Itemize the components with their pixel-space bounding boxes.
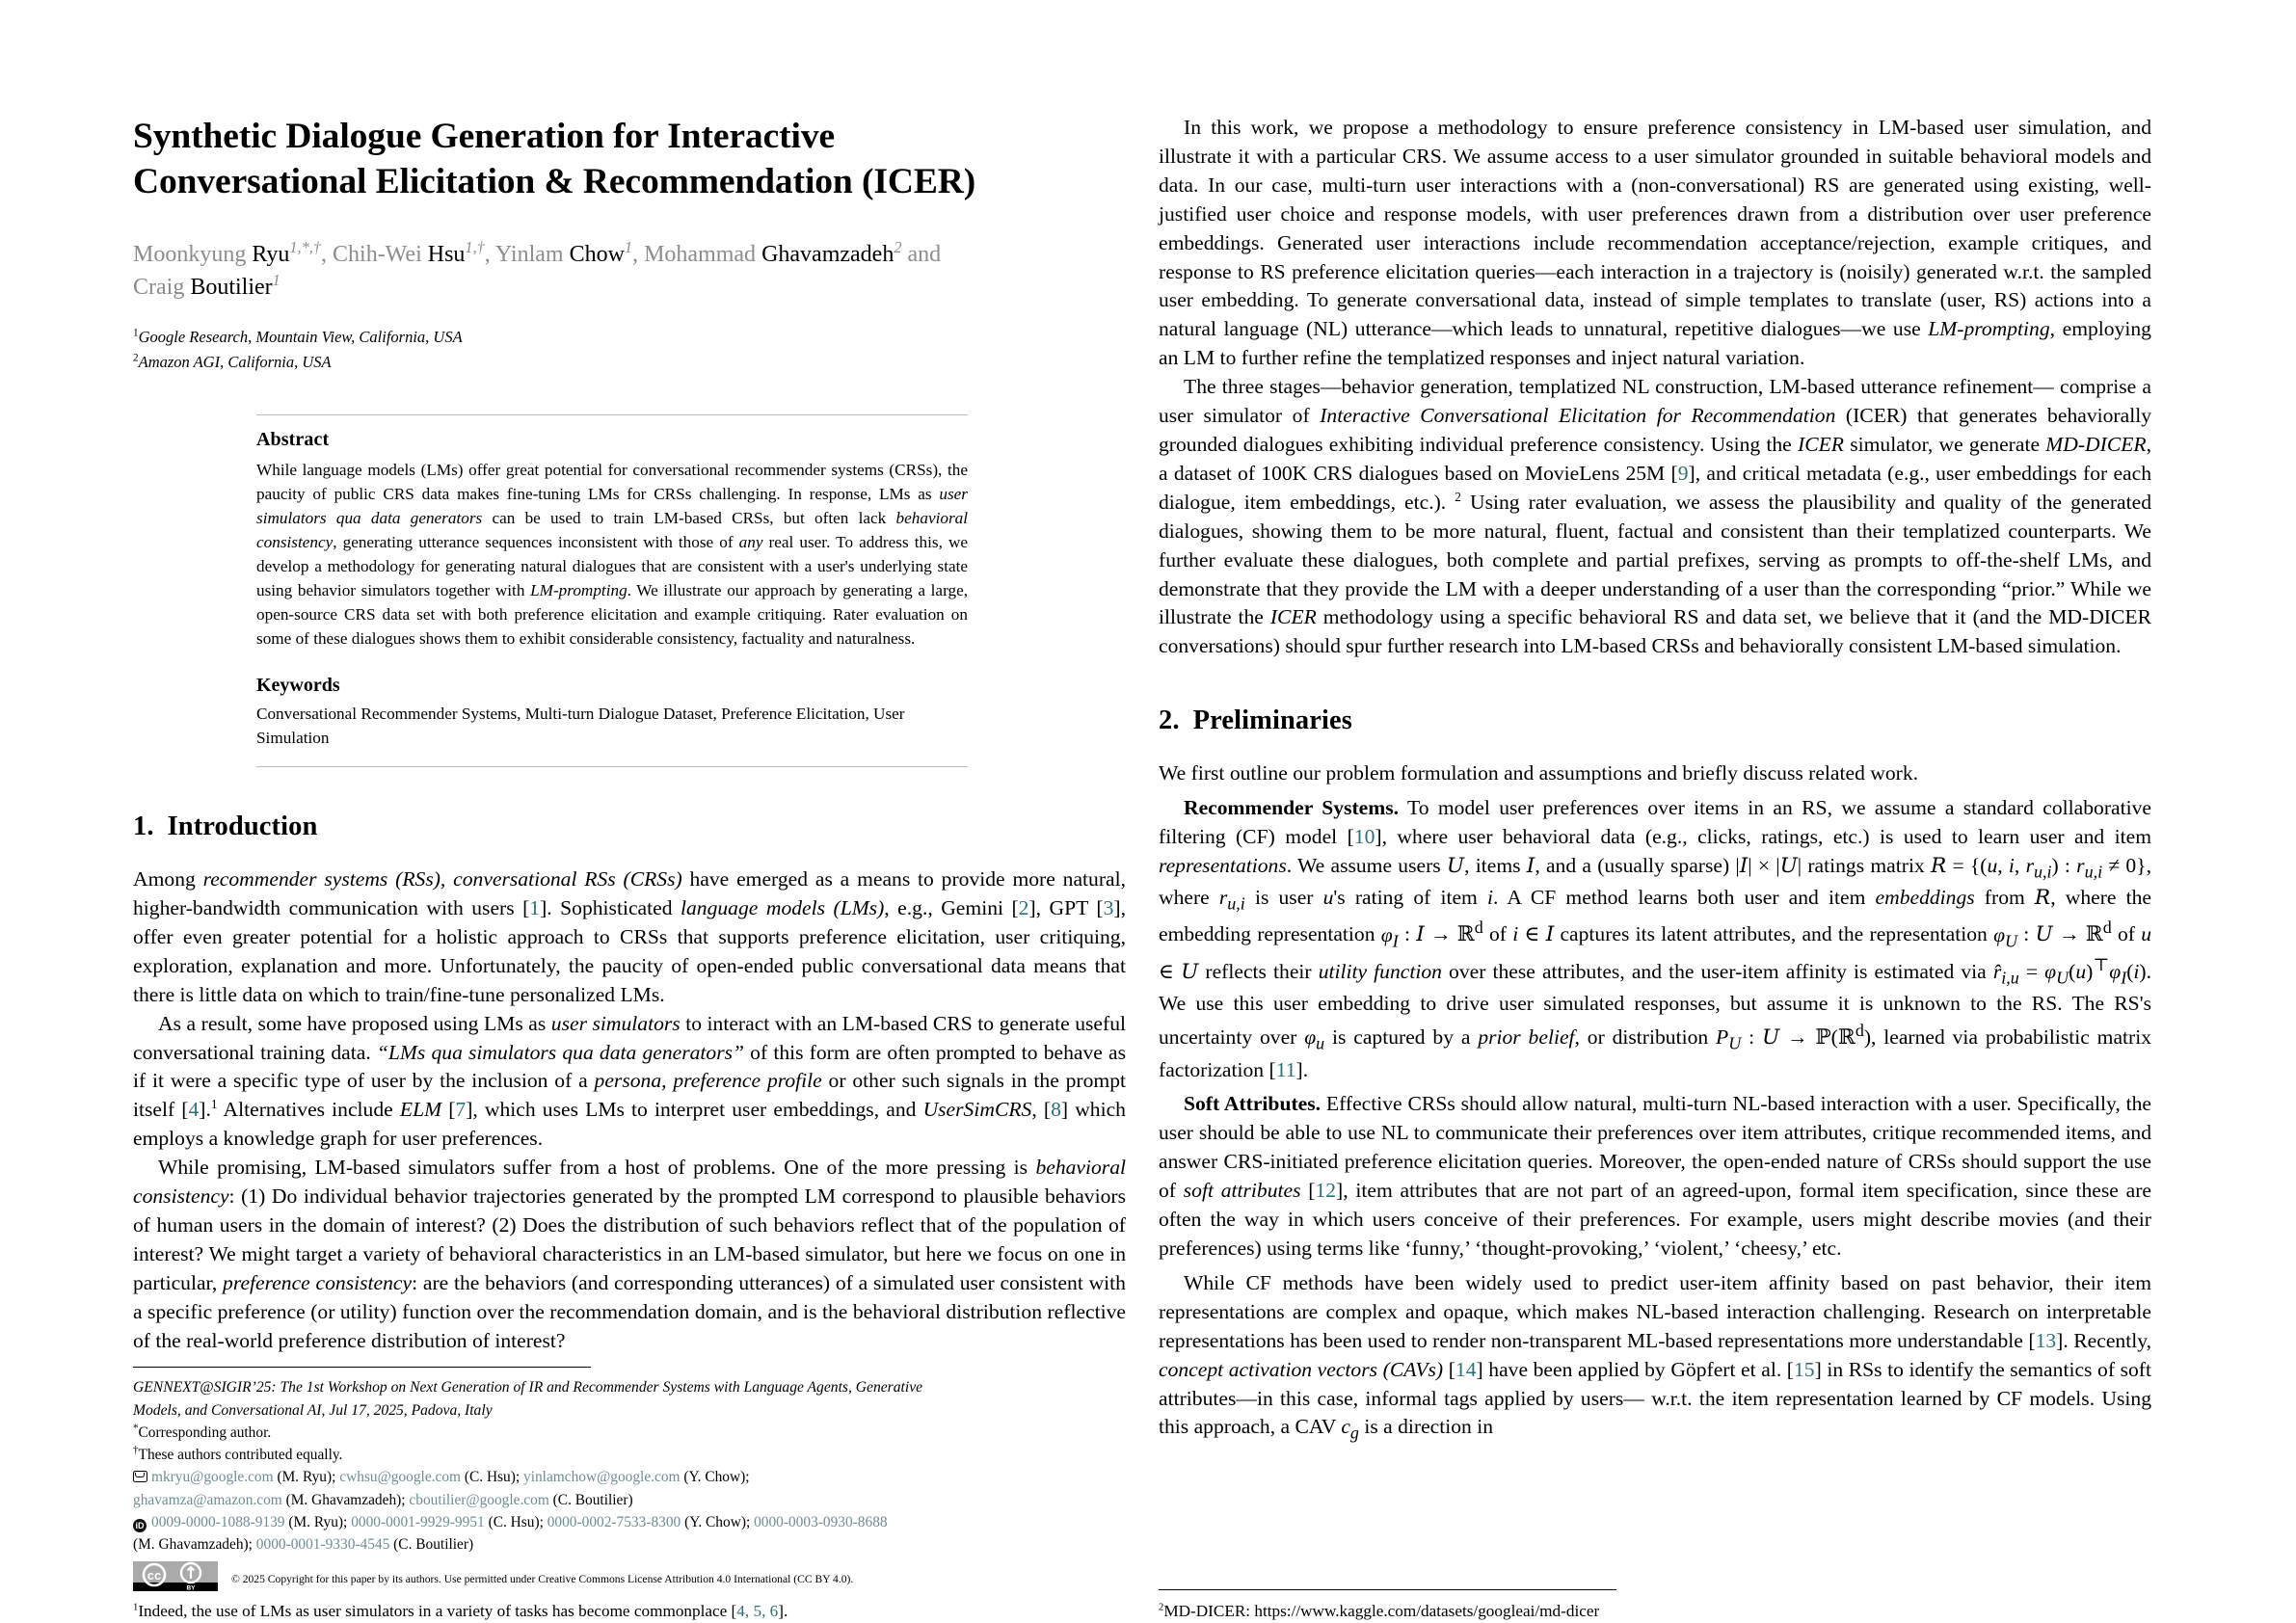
orcid-id[interactable]: 0000-0001-9330-4545 bbox=[255, 1535, 390, 1553]
prelim-cav-paragraph: While CF methods have been widely used to predict user-item affinity based on past behavior, their item representations are complex and opaque, which makes NL-based interaction challenging. Research on interpretable representations has been used to render non-transparent ML-based representations more understandable [13]. Recently, concept activation vectors (CAVs) [14] have been applied by Göpfert et al. [15] in RSs to identify the semantics of soft attributes—in this case, informal tags applied by users— w.r.t. the item representation learned by CF models. Using this approach, a CAV $c_g$ is a direction in bbox=[1159, 1270, 2152, 1443]
email-owner: (M. Ryu); bbox=[277, 1469, 336, 1486]
keywords-heading: Keywords bbox=[256, 675, 340, 697]
author-affil-marker: 1 bbox=[272, 270, 280, 289]
title-line-1: Synthetic Dialogue Generation for Interactive bbox=[133, 117, 836, 156]
orcid-owner: (M. Ryu); bbox=[288, 1513, 348, 1530]
footnote-marker: 2 bbox=[1159, 1602, 1164, 1613]
intro-paragraph-2: As a result, some have proposed using LMs as user simulators to interact with an LM-based CRS to generate useful conversational training data. “LMs qua simulators qua data generators” of this form are often prompted to behave as if it were a specific type of user by the inclusion of a persona, preference profile or other such signals in the prompt itself [4].$^1$ Alternatives include ELM [7], which uses LMs to interpret user embeddings, and UserSimCRS, [8] which employs a knowledge graph for user preferences. bbox=[133, 1011, 1127, 1151]
email-address[interactable]: yinlamchow@google.com bbox=[523, 1469, 681, 1486]
copyright-text: © 2025 Copyright for this paper by its authors. Use permitted under Creative Commons License Attribution 4.0 International (CC BY 4.0). bbox=[231, 1572, 854, 1585]
affiliations bbox=[133, 325, 1126, 376]
page-title bbox=[133, 114, 1126, 205]
orcid-owner: (M. Ghavamzadeh); bbox=[133, 1535, 253, 1553]
author-entry: Chih-Wei Hsu$^{1,\dagger}$, bbox=[333, 237, 491, 267]
author-last-name: Ryu bbox=[252, 241, 290, 267]
orcid-owner: (C. Boutilier) bbox=[393, 1535, 474, 1553]
email-address[interactable]: cboutilier@google.com bbox=[409, 1491, 549, 1508]
right-paragraph-2: The three stages—behavior generation, templatized NL construction, LM-based utterance refinement— comprise a user simulator of Interactive Conversational Elicitation for Recommendation (ICER) that generates behaviorally grounded dialogues exhibiting individual preference consistency. Using the ICER simulator, we generate MD-DICER, a dataset of 100K CRS dialogues based on MovieLens 25M [9], and critical metadata (e.g., user embeddings for each dialogue, item embeddings, etc.). $^2$ Using rater evaluation, we assess the plausibility and quality of the generated dialogues, showing them to be more natural, fluent, factual and consistent than their templatized counterparts. We further evaluate these dialogues, both complete and partial prefixes, serving as prompts to off-the-shelf LMs, and demonstrate that they provide the LM with a deeper understanding of a user than the corresponding “prior.” While we illustrate the ICER methodology using a specific behavioral RS and data set, we believe that it (and the MD-DICER conversations) should spur further research into LM-based CRSs and behaviorally consistent LM-based simulation. bbox=[1159, 375, 2152, 658]
footnote-marker: 1 bbox=[133, 1602, 139, 1613]
email-list-continued bbox=[133, 1489, 1126, 1511]
section-number: 1. bbox=[133, 812, 154, 842]
svg-text:BY: BY bbox=[186, 1584, 196, 1591]
author-entry bbox=[133, 270, 280, 300]
orcid-list-continued bbox=[133, 1533, 1126, 1556]
prelim-softattr-paragraph: Soft Attributes. Effective CRSs should allow natural, multi-turn NL-based interaction with a user. Specifically, the user should be able to use NL to communicate their preferences over item attributes, critique recommended items, and answer CRS-initiated preference elicitation queries. Moreover, the open-ended nature of CRSs should support the use of soft attributes [12], item attributes that are not part of an agreed-upon, formal item specification, since these are often the way in which users conceive of their preferences. For example, users might describe movies (and their preferences) using terms like ‘funny,’ ‘thought-provoking,’ ‘violent,’ ‘cheesy,’ etc. bbox=[1159, 1092, 2151, 1261]
author-first-name: Mohammad bbox=[644, 241, 757, 267]
abstract-top-rule bbox=[256, 414, 968, 415]
author-last-name: Chow bbox=[569, 241, 625, 267]
orcid-id[interactable]: 0009-0000-1088-9139 bbox=[151, 1513, 285, 1530]
orcid-owner: (C. Hsu); bbox=[488, 1513, 544, 1530]
section-heading-preliminaries bbox=[1159, 705, 2151, 736]
footnote-rule bbox=[1159, 1589, 1616, 1590]
recommender-systems-label: Recommender Systems. bbox=[1184, 796, 1400, 820]
corresponding-author-note: *Corresponding author. bbox=[133, 1423, 272, 1442]
affiliation-item bbox=[133, 350, 1126, 376]
author-last-name: Hsu bbox=[427, 241, 466, 267]
equal-contribution-note: †These authors contributed equally. bbox=[133, 1445, 343, 1464]
right-column bbox=[1159, 0, 2151, 1623]
affiliation-item bbox=[133, 325, 1126, 351]
abstract-block bbox=[256, 414, 968, 767]
footnote-1: $^1$Indeed, the use of LMs as user simulators in a variety of tasks has become commonplace [4, 5, 6]. bbox=[133, 1601, 788, 1620]
orcid-list bbox=[133, 1511, 1126, 1533]
envelope-icon bbox=[133, 1471, 147, 1482]
email-address[interactable]: mkryu@google.com bbox=[151, 1469, 274, 1486]
email-address[interactable]: cwhsu@google.com bbox=[339, 1469, 461, 1486]
keywords-text: Conversational Recommender Systems, Multi-turn Dialogue Dataset, Preference Elicitation, User Simulation bbox=[256, 705, 905, 748]
author-first-name: Yinlam bbox=[494, 241, 564, 267]
section-title: Preliminaries bbox=[1192, 705, 1352, 736]
abstract-heading: Abstract bbox=[256, 429, 330, 451]
author-affil-marker: 1,*,† bbox=[289, 237, 322, 256]
email-address[interactable]: ghavamza@amazon.com bbox=[133, 1491, 282, 1508]
license-row bbox=[133, 1561, 1126, 1596]
soft-attributes-label: Soft Attributes. bbox=[1184, 1092, 1322, 1116]
author-last-name: Boutilier bbox=[190, 274, 273, 300]
orcid-id[interactable]: 0000-0002-7533-8300 bbox=[547, 1513, 681, 1530]
author-affil-marker: 1,† bbox=[465, 237, 485, 256]
author-first-name: Chih-Wei bbox=[333, 241, 422, 267]
affiliation-marker: 1 bbox=[133, 327, 139, 339]
footnote-2 bbox=[1159, 1600, 2151, 1623]
intro-paragraph-1: Among recommender systems (RSs), conversational RSs (CRSs) have emerged as a means to provide more natural, higher-bandwidth communication with users [1]. Sophisticated language models (LMs), e.g., Gemini [2], GPT [3], offer even greater potential for a holistic approach to CRSs that supports preference elicitation, user critiquing, exploration, explanation and more. Unfortunately, the paucity of open-ended public conversational data means that there is little data on which to train/fine-tune personalized LMs. bbox=[133, 867, 1126, 1006]
affiliation-text: Amazon AGI, California, USA bbox=[138, 353, 332, 372]
author-affil-marker: 1 bbox=[624, 237, 633, 256]
abstract-text: While language models (LMs) offer great potential for conversational recommender systems (CRSs), the paucity of public CRS data makes fine-tuning LMs for CRSs challenging. In response, LMs as user simulators qua data generators can be used to train LM-based CRSs, but often lack behavioral consistency, generating utterance sequences inconsistent with those of any real user. To address this, we develop a methodology for generating natural dialogues that are consistent with a user's underlying state using behavior simulators together with LM-prompting. We illustrate our approach by generating a large, open-source CRS data set with both preference elicitation and example critiquing. Rater evaluation on some of these dialogues shows them to exhibit considerable consistency, factuality and naturalness. bbox=[256, 461, 968, 649]
author-entry: Yinlam Chow$^1$, bbox=[494, 237, 639, 267]
email-owner: (Y. Chow); bbox=[683, 1469, 750, 1486]
email-owner: (M. Ghavamzadeh); bbox=[285, 1491, 406, 1508]
left-column bbox=[133, 0, 1126, 1623]
author-conjunction: and bbox=[907, 241, 942, 267]
left-footnotes bbox=[133, 1367, 1126, 1623]
venue-line-2: Models, and Conversational AI, Jul 17, 2025, Padova, Italy bbox=[133, 1401, 493, 1419]
author-entry: Moonkyung Ryu$^{1,*,\dagger}$, bbox=[133, 237, 328, 267]
affiliation-text: Google Research, Mountain View, California, USA bbox=[138, 327, 463, 346]
orcid-id[interactable]: 0000-0001-9929-9951 bbox=[351, 1513, 485, 1530]
orcid-owner: (Y. Chow); bbox=[684, 1513, 751, 1530]
email-list bbox=[133, 1466, 1126, 1488]
author-first-name: Moonkyung bbox=[133, 241, 247, 267]
orcid-id[interactable]: 0000-0003-0930-8688 bbox=[754, 1513, 888, 1530]
footnote-rule bbox=[133, 1367, 591, 1368]
footnote-2-text: MD-DICER: https://www.kaggle.com/datasets/googleai/md-dicer bbox=[1163, 1601, 1600, 1620]
author-affil-marker: 2 bbox=[894, 237, 902, 256]
cc-by-badge bbox=[133, 1561, 218, 1596]
orcid-icon: iD bbox=[133, 1519, 147, 1532]
right-paragraph-1: In this work, we propose a methodology to ensure preference consistency in LM-based user simulation, and illustrate it with a particular CRS. We assume access to a user simulator grounded in suitable behavioral models and data. In our case, multi-turn user interactions with a (non-conversational) RS are generated using existing, well-justified user choice and response models, with user preferences drawn from a distribution over user preference embeddings. Generated user interactions include recommendation acceptance/rejection, example critiques, and response to RS preference elicitation queries—each interaction in a trajectory is (noisily) generated w.r.t. the sampled user embedding. To generate conversational data, instead of simple templates to translate (user, RS) actions into a natural language (NL) utterance—which leads to unnatural, repetitive dialogues—we use LM-prompting, employing an LM to further refine the templatized responses and inject natural variation. bbox=[1159, 116, 2151, 370]
author-last-name: Ghavamzadeh bbox=[761, 241, 894, 267]
section-number: 2. bbox=[1159, 705, 1180, 736]
email-owner: (C. Boutilier) bbox=[552, 1491, 633, 1508]
prelim-recsys-paragraph: Recommender Systems. To model user preferences over items in an RS, we assume a standard collaborative filtering (CF) model [10], where user behavioral data (e.g., clicks, ratings, etc.) is used to learn user and item representations. We assume users U, items I, and a (usually sparse) |I| × |U| ratings matrix R = {(u, i, $r_{u,i}$) : $r_{u,i} \ne 0$}, where $r_{u,i}$ is user u's rating of item i. A CF method learns both user and item embeddings from R, where the embedding representation $\varphi_I$ : I → ℝ$^d$ of i ∈ I captures its latent attributes, and the representation $\varphi_U$ : U → ℝ$^d$ of u ∈ U reflects their utility function over these attributes, and the user-item affinity is estimated via $r̂_{i,u} = \varphi_U(u)^⊤\varphi_I(i)$. We use this user embedding to drive user simulated responses, but assume it is unknown to the RS. The RS's uncertainty over $\varphi_u$ is captured by a prior belief, or distribution $P_U$ : U → ℙ(ℝ$^d$), learned via probabilistic matrix factorization [11]. bbox=[1159, 796, 2152, 1081]
right-footnotes bbox=[1159, 1589, 2151, 1623]
section-title: Introduction bbox=[167, 812, 318, 842]
svg-text:cc: cc bbox=[147, 1567, 162, 1583]
affiliation-marker: 2 bbox=[133, 352, 139, 364]
section-heading-introduction bbox=[133, 812, 1126, 842]
title-line-2: Conversational Elicitation & Recommendation (ICER) bbox=[133, 162, 976, 202]
author-first-name: Craig bbox=[133, 274, 185, 300]
author-list bbox=[133, 238, 1126, 304]
venue-line-1: GENNEXT@SIGIR’25: The 1st Workshop on Next Generation of IR and Recommender Systems with Language Agents, Generative bbox=[133, 1378, 923, 1396]
author-entry bbox=[644, 237, 902, 267]
abstract-bottom-rule bbox=[256, 766, 968, 767]
prelim-intro-paragraph: We first outline our problem formulation and assumptions and briefly discuss related work. bbox=[1159, 761, 1919, 785]
email-owner: (C. Hsu); bbox=[464, 1469, 521, 1486]
intro-paragraph-3: While promising, LM-based simulators suffer from a host of problems. One of the more pressing is behavioral consistency: (1) Do individual behavior trajectories generated by the prompted LM correspond to plausible behaviors of human users in the domain of interest? (2) Does the distribution of such behaviors reflect that of the population of interest? We might target a variety of behavioral characteristics in an LM-based simulator, but here we focus on one in particular, preference consistency: are the behaviors (and corresponding utterances) of a simulated user consistent with a specific preference (or utility) function over the recommendation domain, and is the behavioral distribution reflective of the real-world preference distribution of interest? bbox=[133, 1156, 1126, 1352]
